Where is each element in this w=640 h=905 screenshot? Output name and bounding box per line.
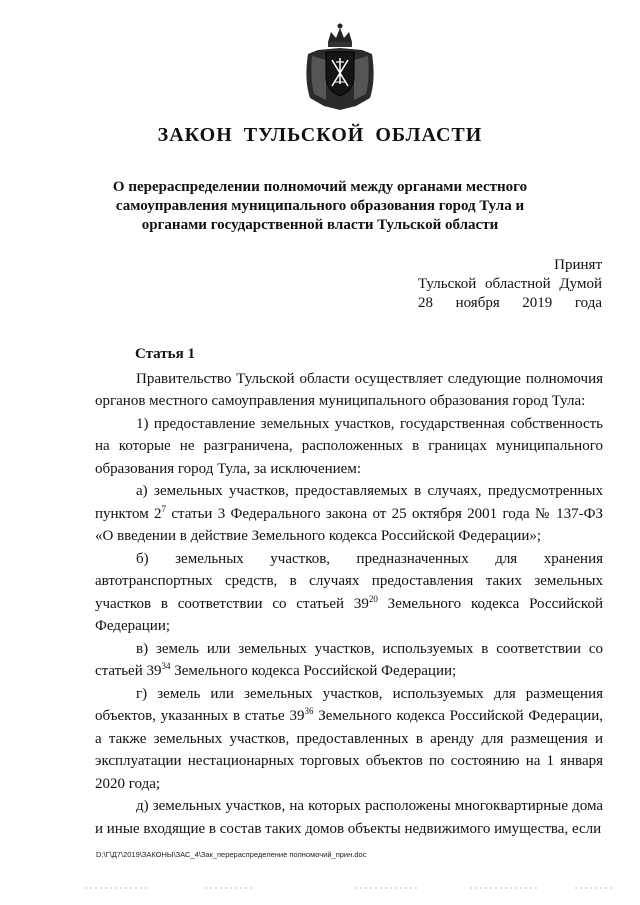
law-subtitle: О перераспределении полномочий между органами местного самоуправления муниципального образования город Тула и органами государственной власти Тульской области xyxy=(112,179,528,233)
paragraph-item-d: д) земельных участков, на которых расположены многоквартирные дома и иные входящие в состав таких домов объекты недвижимого имущества, если xyxy=(95,798,603,837)
paragraph-text: а) земельных участков, предоставляемых в случаях, предусмотренных пунктом 2 xyxy=(95,483,603,522)
adoption-line-2: Тульской областной Думой xyxy=(418,276,602,292)
superscript: 7 xyxy=(161,503,167,514)
paragraph-item-a xyxy=(95,480,603,548)
paragraph-text: Земельного кодекса Российской Федерации, а также земельных участков, предоставленных в аренду для размещения и эксплуатации нестационарных торговых объектов по состоянию на 1 января 2020 года; xyxy=(95,708,603,792)
paragraph-text: статьи 3 Федерального закона от 25 октября 2001 года № 137-ФЗ «О введении в действие Земельного кодекса Российской Федерации»; xyxy=(95,505,603,544)
paragraph-text: б) земельных участков, предназначенных для хранения автотранспортных средств, в случаях предоставления таких земельных участков в соответствии со статьей 39 xyxy=(95,550,603,612)
adoption-date: 28 ноября 2019 года xyxy=(418,295,602,311)
file-path-footer: D:\Г\Д7\2019\ЗАКОНЫ\ЗАС_4\Зак_перераспределение полномочий_прин.doc xyxy=(96,850,367,859)
paragraph-item-v xyxy=(95,638,603,683)
article-heading: Статья 1 xyxy=(135,346,195,362)
superscript: 36 xyxy=(304,706,314,716)
paragraph-text: Земельного кодекса Российской Федерации; xyxy=(95,595,603,634)
tula-coat-of-arms-icon xyxy=(300,20,380,112)
scan-artifact-line xyxy=(0,886,640,890)
paragraph-text: г) земель или земельных участков, используемых для размещения объектов, указанных в статье 39 xyxy=(95,685,603,724)
adoption-line-1: Принят xyxy=(554,257,602,273)
law-title: ЗАКОН ТУЛЬСКОЙ ОБЛАСТИ xyxy=(157,124,483,146)
superscript: 20 xyxy=(368,593,378,604)
adoption-block xyxy=(418,256,602,313)
paragraph-item-g xyxy=(95,683,603,796)
paragraph-item-b xyxy=(95,548,603,638)
superscript: 34 xyxy=(161,661,171,671)
paragraph-intro: Правительство Тульской области осуществляет следующие полномочия органов местного самоуправления муниципального образования город Тула: xyxy=(95,370,603,409)
paragraph-text: в) земель или земельных участков, используемых в соответствии со статьей 39 xyxy=(95,640,603,679)
paragraph-item-1: 1) предоставление земельных участков, государственная собственность на которые не разграничена, расположенных в границах муниципального образования город Тула, за исключением: xyxy=(95,415,603,477)
document-body xyxy=(95,343,603,840)
paragraph-text: Земельного кодекса Российской Федерации; xyxy=(170,663,457,679)
